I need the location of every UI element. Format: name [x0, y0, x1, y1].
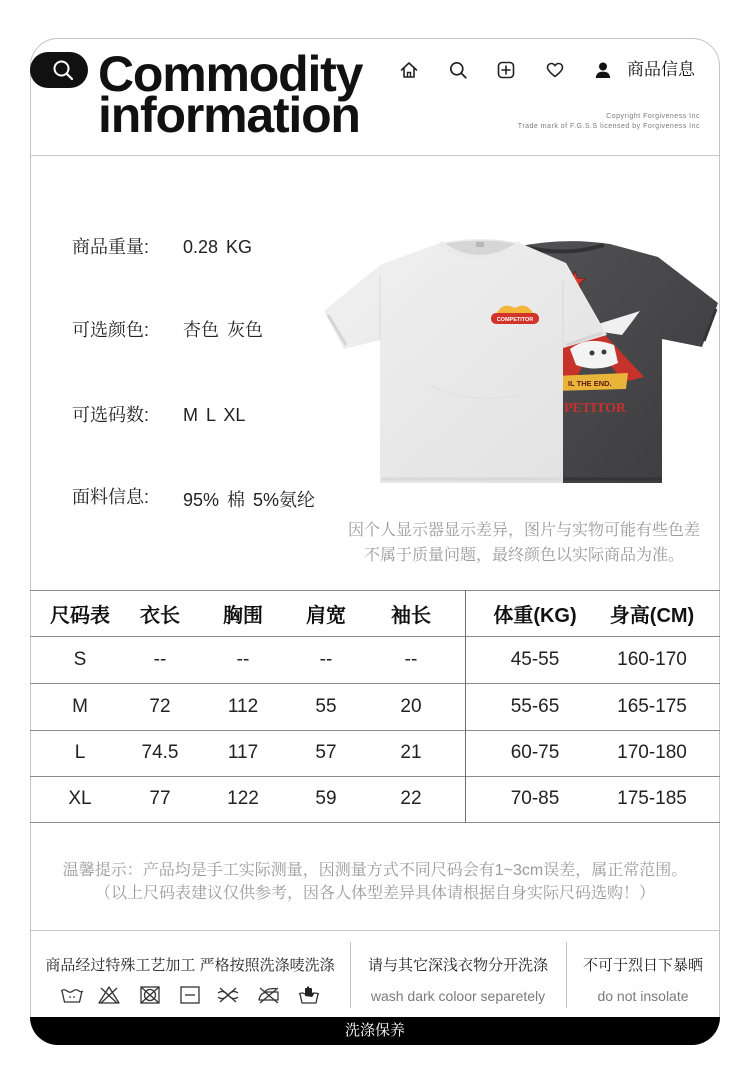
print-front-logo-text: COMPETITOR — [496, 317, 534, 323]
table-cell: 117 — [227, 742, 259, 763]
print-skull — [570, 341, 618, 369]
care-divider — [30, 930, 720, 931]
nav-product-info-link[interactable]: 商品信息 — [627, 60, 695, 79]
table-cell: -- — [404, 648, 418, 670]
table-cell: 77 — [149, 788, 171, 809]
table-cell: 72 — [149, 695, 171, 717]
table-cell: 20 — [400, 695, 422, 717]
color-note-line1: 因个人显示器显示差异，图片与实物可能有些色差 — [347, 522, 700, 539]
table-header: 胸围 — [223, 604, 263, 627]
table-cell: 57 — [315, 742, 337, 763]
no-tumble-dry-icon — [137, 985, 163, 1005]
measurement-tip-line2: （以上尺码表建议仅供参考，因各人体型差异具体请根据自身实际尺码选购！） — [94, 885, 655, 902]
table-cell: M — [72, 695, 88, 717]
table-cell: XL — [68, 788, 92, 809]
table-cell: -- — [236, 648, 250, 670]
search-icon — [52, 59, 74, 81]
no-iron-icon — [256, 985, 282, 1005]
table-cell: 59 — [315, 788, 337, 809]
spec-label-fabric: 面料信息: — [72, 487, 150, 507]
size-table — [30, 590, 720, 823]
table-cell: 74.5 — [141, 742, 179, 763]
nav-search-button[interactable] — [448, 60, 468, 80]
search-icon — [448, 60, 468, 80]
spec-value-weight: 0.28 KG — [183, 237, 253, 257]
table-cell: S — [73, 648, 87, 670]
table-cell: -- — [153, 648, 167, 670]
home-icon — [399, 60, 419, 80]
page-title-line1: Commodity — [98, 46, 363, 102]
product-image — [320, 235, 720, 490]
table-row — [30, 776, 720, 822]
care-instruction-text: 商品经过特殊工艺加工 严格按照洗涤唛洗涤 — [45, 957, 335, 974]
table-cell: 170-180 — [617, 742, 687, 763]
table-cell: 60-75 — [510, 742, 560, 763]
nav-add-button[interactable] — [496, 60, 516, 80]
print-banner-text: IL THE END. — [568, 379, 612, 388]
table-row — [30, 683, 720, 730]
spec-label-sizes: 可选码数: — [72, 405, 150, 425]
table-row — [30, 730, 720, 776]
table-header: 身高(CM) — [609, 604, 695, 627]
spec-label-colors: 可选颜色: — [72, 320, 150, 340]
table-cell: 22 — [400, 788, 422, 809]
table-cell: 160-170 — [617, 648, 687, 670]
measurement-tip-line1: 温馨提示：产品均是手工实际测量，因测量方式不同尺码会有1~3cm误差，属正常范围。 — [62, 862, 688, 879]
table-cell: 45-55 — [510, 648, 560, 670]
separate-wash-text: 请与其它深浅衣物分开洗涤 — [367, 957, 548, 974]
table-cell: 55 — [315, 695, 337, 717]
nav-home-button[interactable] — [399, 60, 419, 80]
trademark-text: Trade mark of F.G.S.S licensed by Forgiveness Inc — [517, 123, 700, 130]
hand-wash-icon — [296, 985, 322, 1005]
no-sun-text: 不可于烈日下暴晒 — [582, 957, 703, 974]
table-header: 体重(KG) — [493, 604, 577, 627]
table-cell: 70-85 — [510, 788, 560, 809]
spec-value-sizes: M L XL — [183, 405, 246, 425]
table-cell: L — [74, 742, 86, 763]
heart-icon — [545, 60, 565, 80]
page-title-line2: information — [98, 87, 360, 143]
nav-account-button[interactable] — [593, 60, 613, 80]
copyright-text: Copyright Forgiveness Inc — [606, 113, 700, 120]
separate-wash-subtext: wash dark coloor separetely — [370, 988, 546, 1004]
spec-label-weight: 商品重量: — [72, 237, 150, 257]
table-cell: 112 — [227, 695, 259, 717]
table-header: 尺码表 — [50, 604, 110, 627]
table-cell: -- — [319, 648, 333, 670]
print-back-text: PETITOR — [564, 401, 626, 416]
spec-value-colors: 杏色 灰色 — [183, 320, 264, 340]
table-header: 肩宽 — [306, 604, 346, 627]
table-cell: 55-65 — [510, 695, 560, 717]
header-divider — [30, 155, 720, 156]
search-button[interactable] — [30, 52, 88, 88]
nav-favorite-button[interactable] — [545, 60, 565, 80]
table-header-row — [30, 590, 720, 636]
table-cell: 165-175 — [617, 695, 687, 717]
color-note-line2: 不属于质量问题，最终颜色以实际商品为准。 — [363, 547, 684, 564]
table-header: 衣长 — [140, 604, 180, 627]
wash-tub-icon — [59, 985, 85, 1005]
table-cell: 175-185 — [617, 788, 687, 809]
plus-square-icon — [496, 60, 516, 80]
dry-flat-icon — [177, 985, 203, 1005]
table-cell: 122 — [227, 788, 259, 809]
no-wring-icon — [215, 985, 241, 1005]
no-sun-subtext: do not insolate — [597, 988, 689, 1004]
table-row — [30, 636, 720, 683]
no-bleach-icon — [96, 985, 122, 1005]
spec-value-fabric: 95% 棉 5%氨纶 — [183, 490, 316, 510]
table-cell: 21 — [400, 742, 422, 763]
care-footer-bar: 洗涤保养 — [30, 1017, 720, 1045]
user-icon — [593, 60, 613, 80]
table-header: 袖长 — [391, 604, 431, 627]
